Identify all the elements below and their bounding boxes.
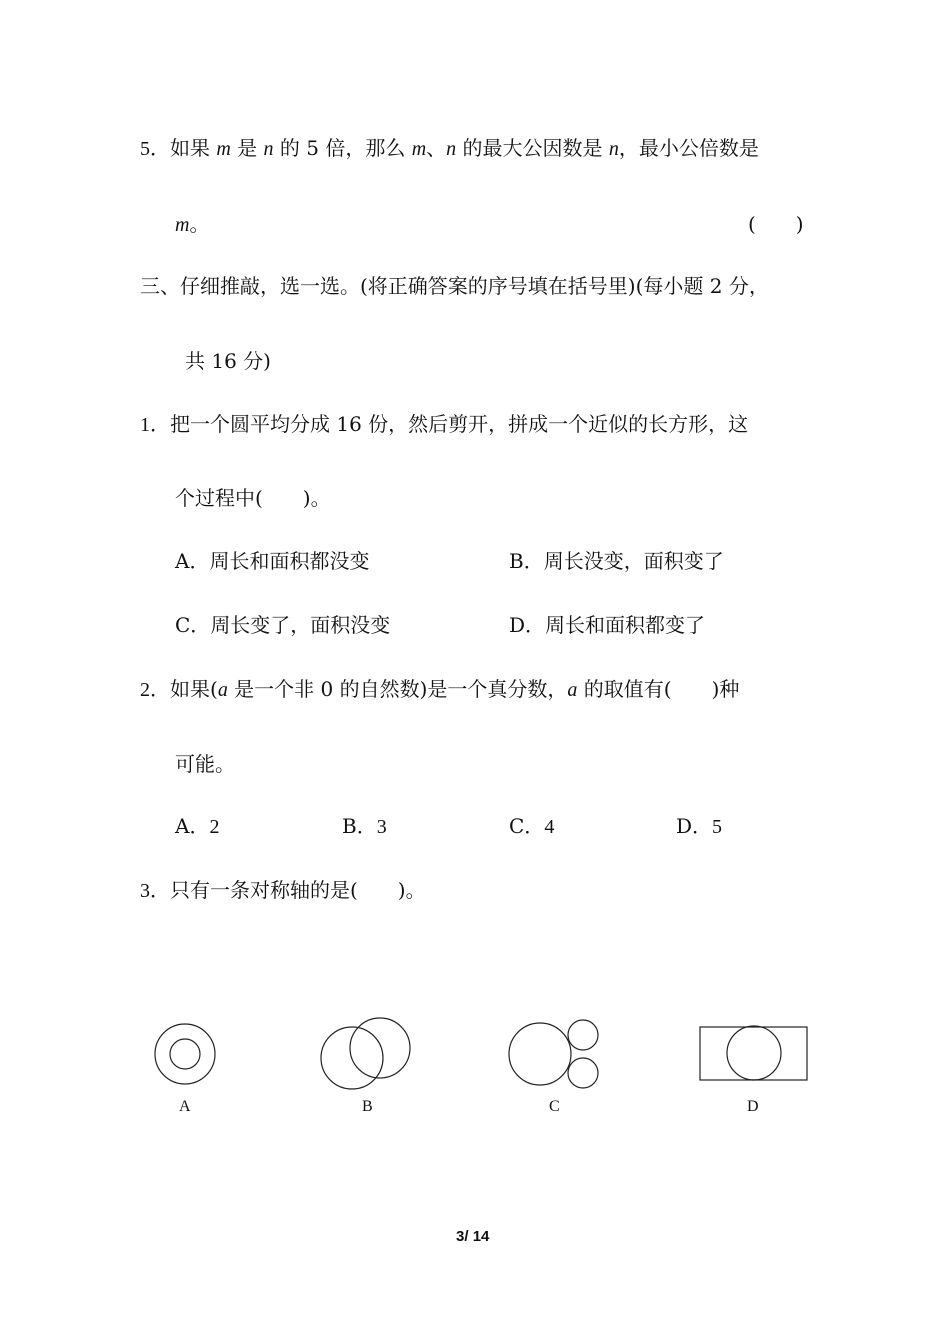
question-number: 3．	[140, 880, 170, 902]
question-1-line1: 1．把一个圆平均分成 16 份，然后剪开，拼成一个近似的长方形，这	[140, 412, 749, 436]
figure-d-circle-in-rectangle[interactable]	[698, 1024, 810, 1084]
question-5-line1: 5．如果 m 是 n 的 5 倍，那么 m、n 的最大公因数是 n，最小公倍数是	[140, 136, 759, 160]
option-a[interactable]: A．2	[175, 814, 220, 838]
figure-c-label: C	[549, 1098, 560, 1115]
answer-bracket[interactable]: ( )	[748, 212, 804, 236]
option-d[interactable]: D．5	[676, 814, 723, 838]
option-d[interactable]: D．周长和面积都变了	[509, 613, 706, 637]
figure-a-label: A	[179, 1098, 191, 1115]
page-number: 3/ 14	[456, 1228, 490, 1245]
question-1-line2: 个过程中( )。	[175, 486, 331, 510]
question-number: 1．	[140, 414, 170, 436]
option-b[interactable]: B．3	[342, 814, 387, 838]
figure-b-label: B	[362, 1098, 373, 1115]
figure-c-three-circles[interactable]	[507, 1014, 607, 1094]
option-b[interactable]: B．周长没变，面积变了	[509, 549, 724, 573]
question-number: 5．	[140, 138, 170, 160]
option-c[interactable]: C．4	[509, 814, 555, 838]
figure-a-concentric-circles[interactable]	[150, 1020, 220, 1090]
question-2-line2: 可能。	[175, 752, 235, 776]
section-title: 三、仔细推敲，选一选。(将正确答案的序号填在括号里)(每小题 2 分，	[140, 274, 769, 298]
figure-b-overlapping-circles[interactable]	[318, 1014, 418, 1094]
question-3-line1: 3．只有一条对称轴的是( )。	[140, 878, 426, 902]
option-a[interactable]: A．周长和面积都没变	[175, 549, 370, 573]
figure-d-label: D	[747, 1098, 759, 1115]
section-title-continued: 共 16 分)	[185, 349, 271, 373]
question-number: 2．	[140, 679, 170, 701]
option-c[interactable]: C．周长变了，面积没变	[175, 613, 391, 637]
question-5-line2: m。	[175, 212, 210, 236]
question-2-line1: 2．如果(a 是一个非 0 的自然数)是一个真分数，a 的取值有( )种	[140, 677, 740, 701]
